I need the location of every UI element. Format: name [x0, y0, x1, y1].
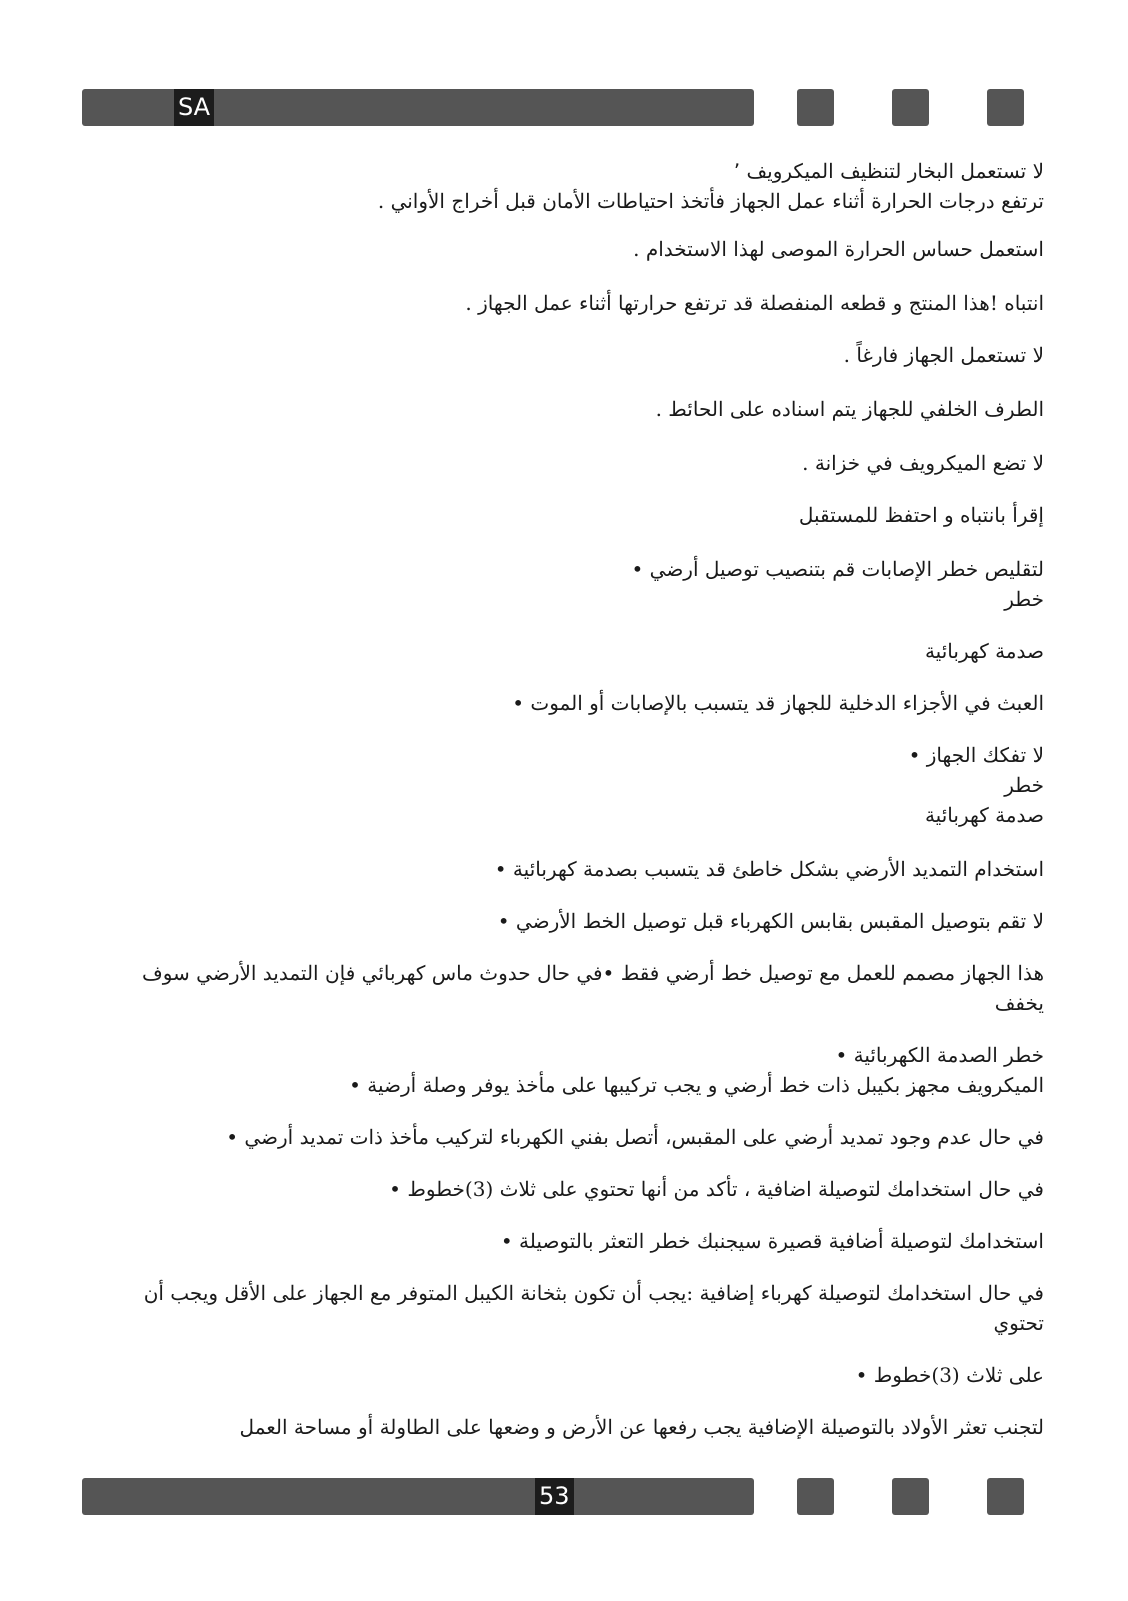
- text-line: في حال استخدامك لتوصيلة اضافية ، تأكد من أنها تحتوي على ثلاث (3)خطوط •: [389, 1177, 1044, 1201]
- text-line: لتجنب تعثر الأولاد بالتوصيلة الإضافية يجب رفعها عن الأرض و وضعها على الطاولة أو مساحة العمل: [239, 1415, 1044, 1439]
- text-line: هذا الجهاز مصمم للعمل مع توصيل خط أرضي فقط •في حال حدوث ماس كهربائي فإن التمديد الأرضي سوف يخفف: [141, 961, 1044, 1015]
- safety-instructions: [92, 156, 1044, 1442]
- text-line: استخدامك لتوصيلة أضافية قصيرة سيجنبك خطر التعثر بالتوصيلة •: [500, 1229, 1044, 1253]
- footer-square-2: [892, 1478, 929, 1515]
- text-line: لا تضع الميكرويف في خزانة .: [802, 451, 1044, 475]
- text-line: على ثلاث (3)خطوط •: [855, 1363, 1044, 1387]
- text-line: الميكرويف مجهز بكيبل ذات خط أرضي و يجب تركيبها على مأخذ يوفر وصلة أرضية •: [349, 1073, 1044, 1097]
- text-line: خطر الصدمة الكهربائية •: [835, 1043, 1044, 1067]
- footer-square-3: [987, 1478, 1024, 1515]
- text-line: خطر: [1004, 587, 1044, 611]
- text-line: لا تقم بتوصيل المقبس بقابس الكهرباء قبل توصيل الخط الأرضي •: [497, 909, 1044, 933]
- footer-bar: [82, 1478, 754, 1515]
- text-line: انتباه !هذا المنتج و قطعه المنفصلة قد ترتفع حرارتها أثناء عمل الجهاز .: [465, 291, 1044, 315]
- header-square-3: [987, 89, 1024, 126]
- text-line: في حال عدم وجود تمديد أرضي على المقبس، أتصل بفني الكهرباء لتركيب مأخذ ذات تمديد أرضي •: [226, 1125, 1044, 1149]
- text-line: الطرف الخلفي للجهاز يتم اسناده على الحائط .: [655, 397, 1044, 421]
- text-line: استعمل حساس الحرارة الموصى لهذا الاستخدام .: [633, 237, 1044, 261]
- header-square-1: [797, 89, 834, 126]
- language-tag: SA: [174, 89, 214, 126]
- footer-square-1: [797, 1478, 834, 1515]
- text-line: صدمة كهربائية: [924, 639, 1044, 663]
- text-line: في حال استخدامك لتوصيلة كهرباء إضافية :يجب أن تكون بثخانة الكيبل المتوفر مع الجهاز على الأقل ويجب أن تحتوي: [143, 1281, 1044, 1335]
- text-line: لا تستعمل الجهاز فارغاً .: [843, 343, 1044, 367]
- text-line: صدمة كهربائية: [924, 803, 1044, 827]
- text-line: خطر: [1004, 773, 1044, 797]
- text-line: استخدام التمديد الأرضي بشكل خاطئ قد يتسبب بصدمة كهربائية •: [494, 857, 1044, 881]
- page-number: 53: [535, 1478, 574, 1515]
- header-square-2: [892, 89, 929, 126]
- text-line: لا تستعمل البخار لتنظيف الميكرويف ٬: [733, 159, 1044, 183]
- text-line: إقرأ بانتباه و احتفظ للمستقبل: [798, 503, 1044, 527]
- text-line: لا تفكك الجهاز •: [908, 743, 1044, 767]
- text-line: لتقليص خطر الإصابات قم بتنصيب توصيل أرضي •: [631, 557, 1044, 581]
- text-line: ترتفع درجات الحرارة أثناء عمل الجهاز فأتخذ احتياطات الأمان قبل أخراج الأواني .: [377, 189, 1044, 213]
- text-line: العبث في الأجزاء الدخلية للجهاز قد يتسبب بالإصابات أو الموت •: [512, 691, 1044, 715]
